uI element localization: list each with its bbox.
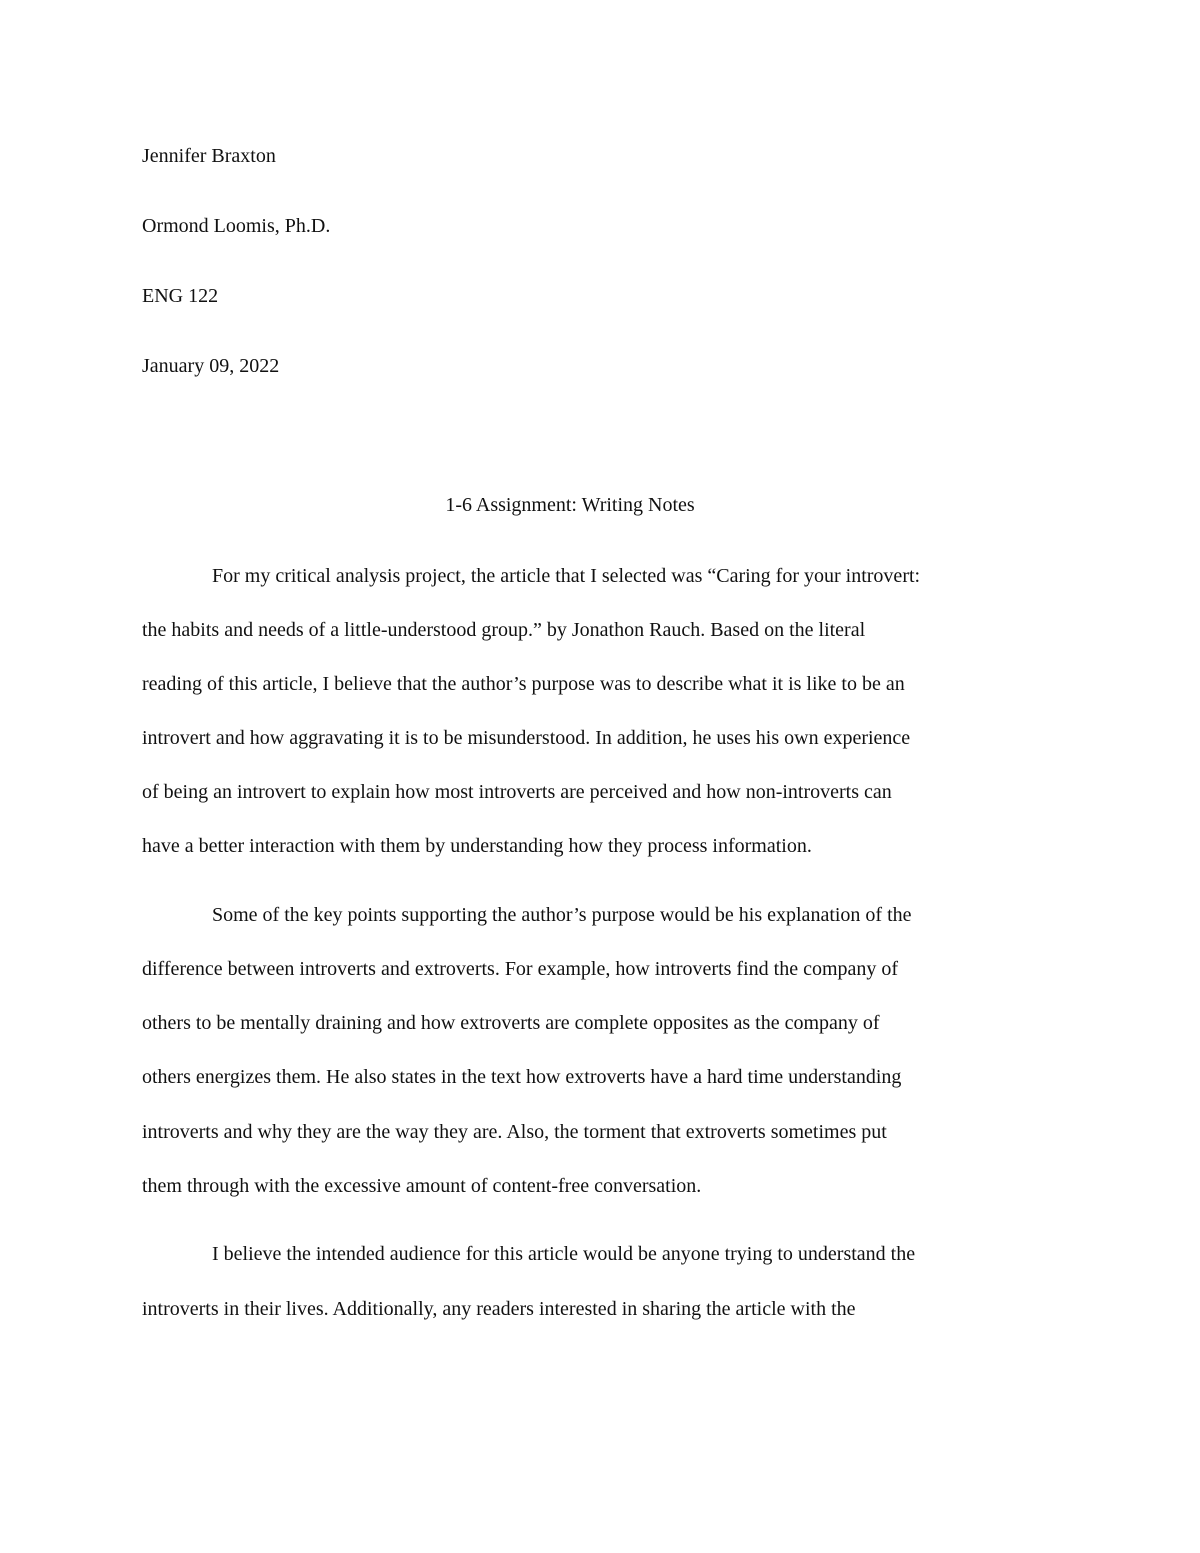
paragraph-1-line-6: have a better interaction with them by understanding how they process information.: [142, 835, 812, 857]
paragraph-2-line-6: them through with the excessive amount of content-free conversation.: [142, 1175, 702, 1197]
paragraph-1-line-5: of being an introvert to explain how most introverts are perceived and how non-introverts can: [142, 781, 892, 803]
paragraph-2-line-5: introverts and why they are the way they are. Also, the torment that extroverts sometimes put: [142, 1121, 887, 1143]
course-code: ENG 122: [142, 285, 219, 307]
paragraph-3-line-1: I believe the intended audience for this article would be anyone trying to understand the: [212, 1243, 916, 1265]
student-name: Jennifer Braxton: [142, 145, 276, 167]
paragraph-2-line-4: others energizes them. He also states in the text how extroverts have a hard time understanding: [142, 1066, 902, 1088]
document-title-wrapper: [0, 493, 1140, 517]
document-title: 1-6 Assignment: Writing Notes: [445, 494, 695, 516]
paragraph-2-line-3: others to be mentally draining and how extroverts are complete opposites as the company of: [142, 1012, 880, 1034]
paragraph-1-line-1: For my critical analysis project, the article that I selected was “Caring for your introvert:: [212, 565, 921, 587]
paragraph-1-line-2: the habits and needs of a little-understood group.” by Jonathon Rauch. Based on the literal: [142, 619, 866, 641]
paragraph-1-line-4: introvert and how aggravating it is to be misunderstood. In addition, he uses his own experience: [142, 727, 911, 749]
paragraph-3-line-2: introverts in their lives. Additionally, any readers interested in sharing the article with the: [142, 1298, 856, 1320]
paragraph-2-line-1: Some of the key points supporting the author’s purpose would be his explanation of the: [212, 904, 912, 926]
paragraph-1-line-3: reading of this article, I believe that the author’s purpose was to describe what it is like to be an: [142, 673, 905, 695]
paragraph-2-line-2: difference between introverts and extroverts. For example, how introverts find the company of: [142, 958, 899, 980]
instructor-name: Ormond Loomis, Ph.D.: [142, 215, 331, 237]
submission-date: January 09, 2022: [142, 355, 280, 377]
